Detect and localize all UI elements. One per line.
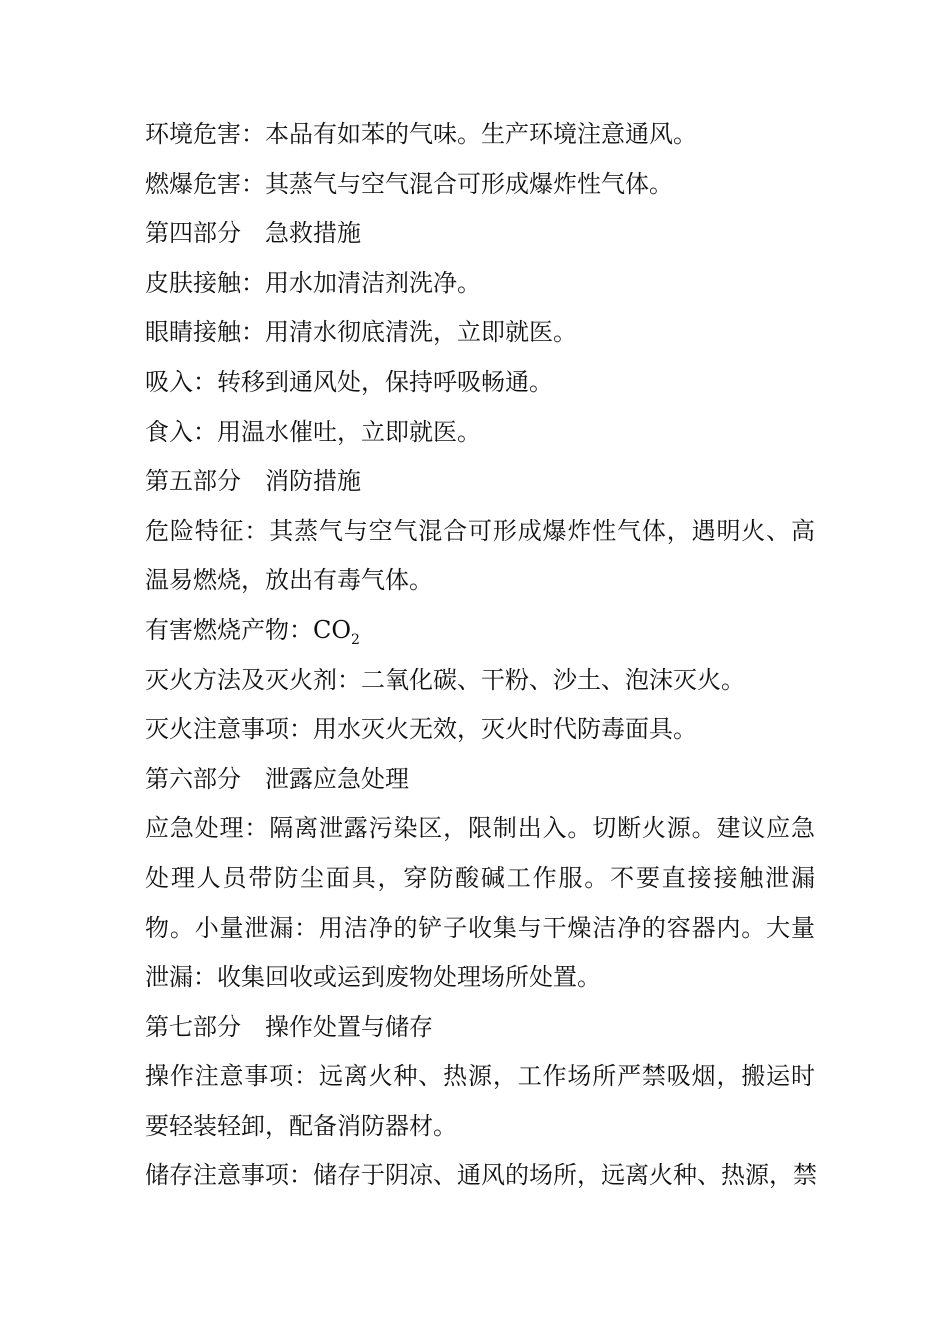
ingestion-line: 食入：用温水催吐，立即就医。 [145, 417, 481, 446]
emergency-response-paragraph: 应急处理：隔离泄露污染区，限制出入。切断火源。建议应急处理人员带防尘面具，穿防酸碱工作服。不要直接接触泄漏物。小量泄漏：用洁净的铲子收集与干燥洁净的容器内。大量泄漏：收集回收或运到废物处理场所处置。 [145, 814, 815, 992]
section-5-heading: 第五部分 消防措施 [145, 467, 361, 496]
document-body [145, 110, 815, 1201]
env-hazard-line: 环境危害：本品有如苯的气味。生产环境注意通风。 [145, 120, 697, 148]
handling-notes-paragraph: 操作注意事项：远离火种、热源，工作场所严禁吸烟，搬运时要轻装轻卸，配备消防器材。 [145, 1062, 815, 1140]
skin-contact-line: 皮肤接触：用水加清洁剂洗净。 [145, 268, 481, 297]
section-7-heading: 第七部分 操作处置与储存 [145, 1012, 433, 1041]
explosion-hazard-line: 燃爆危害：其蒸气与空气混合可形成爆炸性气体。 [145, 169, 673, 198]
extinguishing-method-line: 灭火方法及灭火剂：二氧化碳、干粉、沙土、泡沫灭火。 [145, 665, 745, 694]
combustion-products-text: 有害燃烧产物：CO [145, 615, 352, 644]
combustion-products-line [145, 606, 815, 656]
firefighting-notes-line: 灭火注意事项：用水灭火无效，灭火时代防毒面具。 [145, 715, 697, 744]
eye-contact-line: 眼睛接触：用清水彻底清洗，立即就医。 [145, 318, 577, 347]
inhalation-line: 吸入：转移到通风处，保持呼吸畅通。 [145, 367, 553, 396]
co2-subscript: 2 [351, 631, 360, 648]
section-6-heading: 第六部分 泄露应急处理 [145, 764, 409, 793]
hazard-characteristics-paragraph: 危险特征：其蒸气与空气混合可形成爆炸性气体，遇明火、高温易燃烧，放出有毒气体。 [145, 516, 815, 595]
section-4-heading: 第四部分 急救措施 [145, 219, 361, 248]
storage-notes-line: 储存注意事项：储存于阴凉、通风的场所，远离火种、热源，禁 [145, 1161, 817, 1190]
